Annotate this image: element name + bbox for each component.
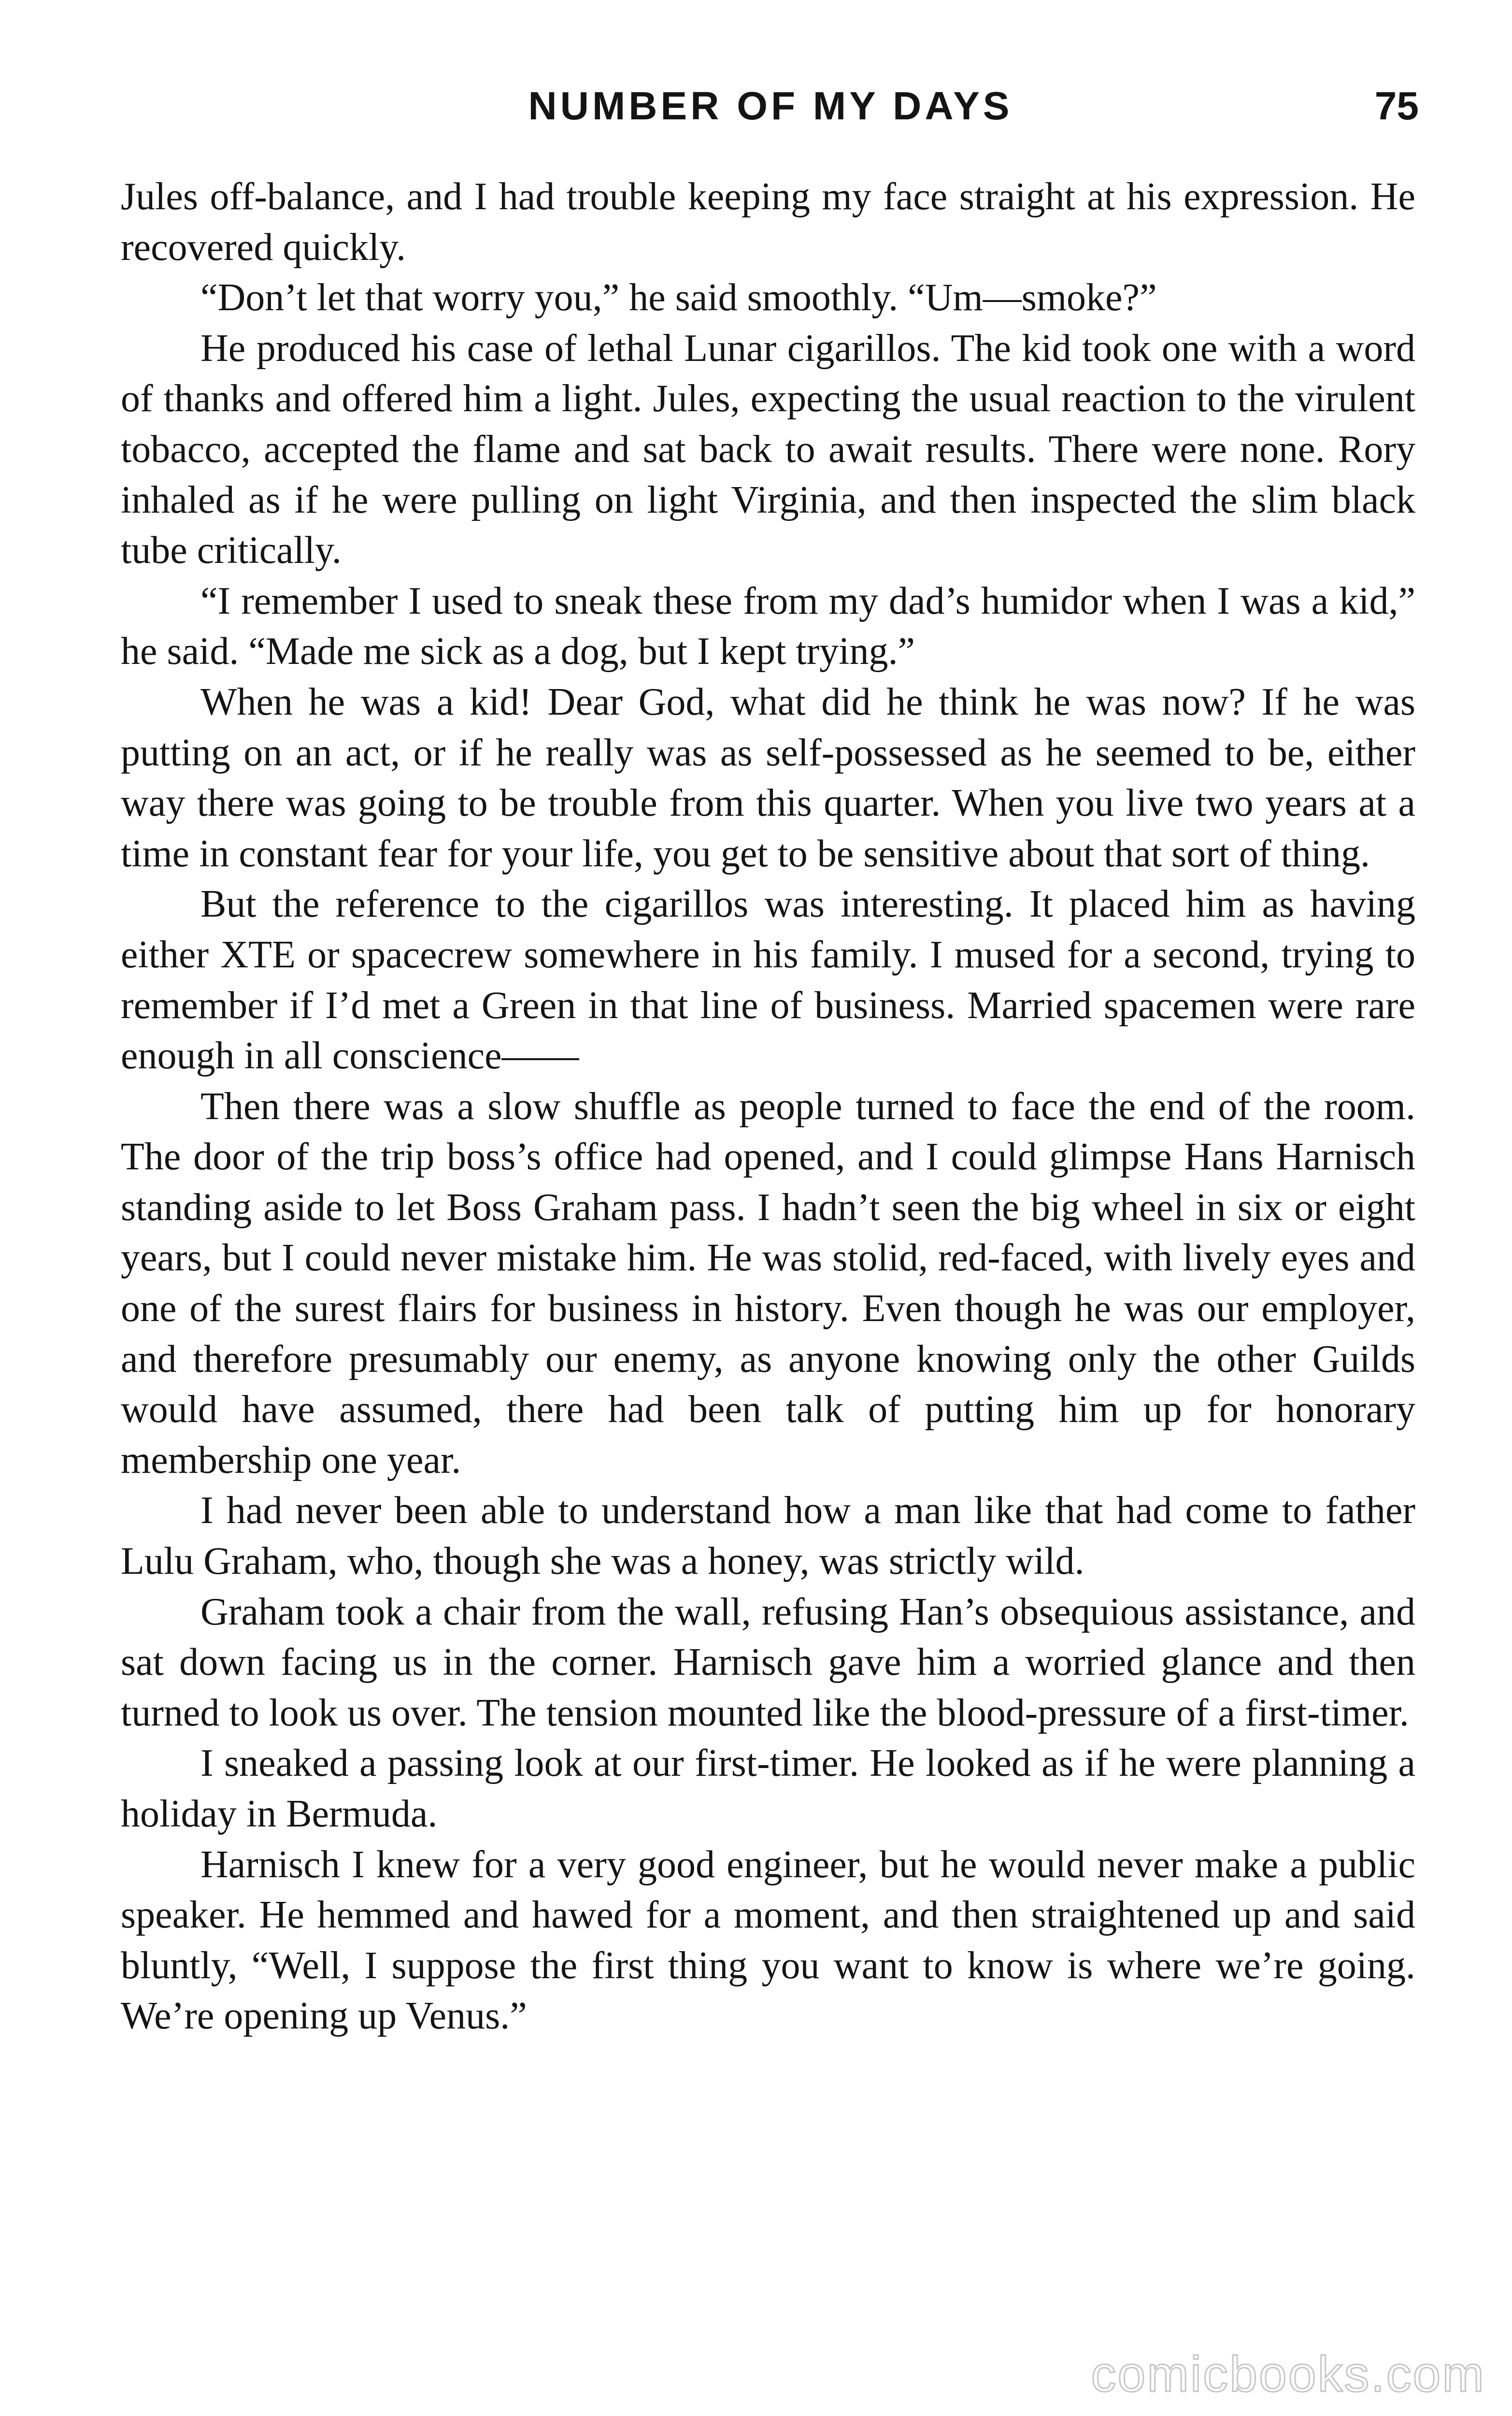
paragraph: I had never been able to understand how a man like that had come to father Lulu Graham, who, though she was a honey, was strictly wild. [121,1489,1415,1583]
paragraph: I sneaked a passing look at our first-timer. He looked as if he were planning a holiday in Bermuda. [121,1742,1415,1835]
paragraph: But the reference to the cigarillos was interesting. It placed him as having either XTE or spacecrew somewhere in his family. I mused for a second, trying to remember if I’d met a Green in that line of business. Married spacemen were rare enough in all conscience—— [121,883,1415,1078]
paragraph: Then there was a slow shuffle as people turned to face the end of the room. The door of the trip boss’s office had opened, and I could glimpse Hans Harnisch standing aside to let Boss Graham pass. I hadn’t seen the big wheel in six or eight years, but I could never mistake him. He was stolid, red-faced, with lively eyes and one of the surest flairs for business in history. Even though he was our employer, and therefore presumably our enemy, as anyone knowing only the other Guilds would have assumed, there had been talk of putting him up for honorary membership one year. [121,1085,1415,1481]
body-text [121,172,1415,2042]
paragraph: Jules off-balance, and I had trouble keeping my face straight at his expression. He recovered quickly. [121,175,1415,269]
paragraph: Graham took a chair from the wall, refusing Han’s obsequious assistance, and sat down facing us in the corner. Harnisch gave him a worried glance and then turned to look us over. The tension mounted like the blood-pressure of a first-timer. [121,1590,1415,1734]
paragraph: “Don’t let that worry you,” he said smoothly. “Um—smoke?” [200,276,1157,319]
page-header [118,80,1423,133]
paragraph: Harnisch I knew for a very good engineer, but he would never make a public speaker. He hemmed and hawed for a moment, and then straightened up and said bluntly, “Well, I suppose the first thing you want to know is where we’re going. We’re opening up Venus.” [121,1843,1415,2038]
page-number: 75 [1374,84,1419,128]
running-head: NUMBER OF MY DAYS [528,84,1013,128]
paragraph: When he was a kid! Dear God, what did he think he was now? If he was putting on an act, or if he really was as self-possessed as he seemed to be, either way there was going to be trouble from this quarter. When you live two years at a time in constant fear for your life, you get to be sensitive about that sort of thing. [121,680,1415,875]
watermark: comicbooks.com [1091,2346,1485,2402]
paragraph: He produced his case of lethal Lunar cigarillos. The kid took one with a word of thanks and offered him a light. Jules, expecting the usual reaction to the virulent tobacco, accepted the flame and sat back to await results. There were none. Rory inhaled as if he were pulling on light Virginia, and then inspected the slim black tube critically. [121,327,1415,572]
paragraph: “I remember I used to sneak these from my dad’s humidor when I was a kid,” he said. “Made me sick as a dog, but I kept trying.” [121,579,1415,673]
